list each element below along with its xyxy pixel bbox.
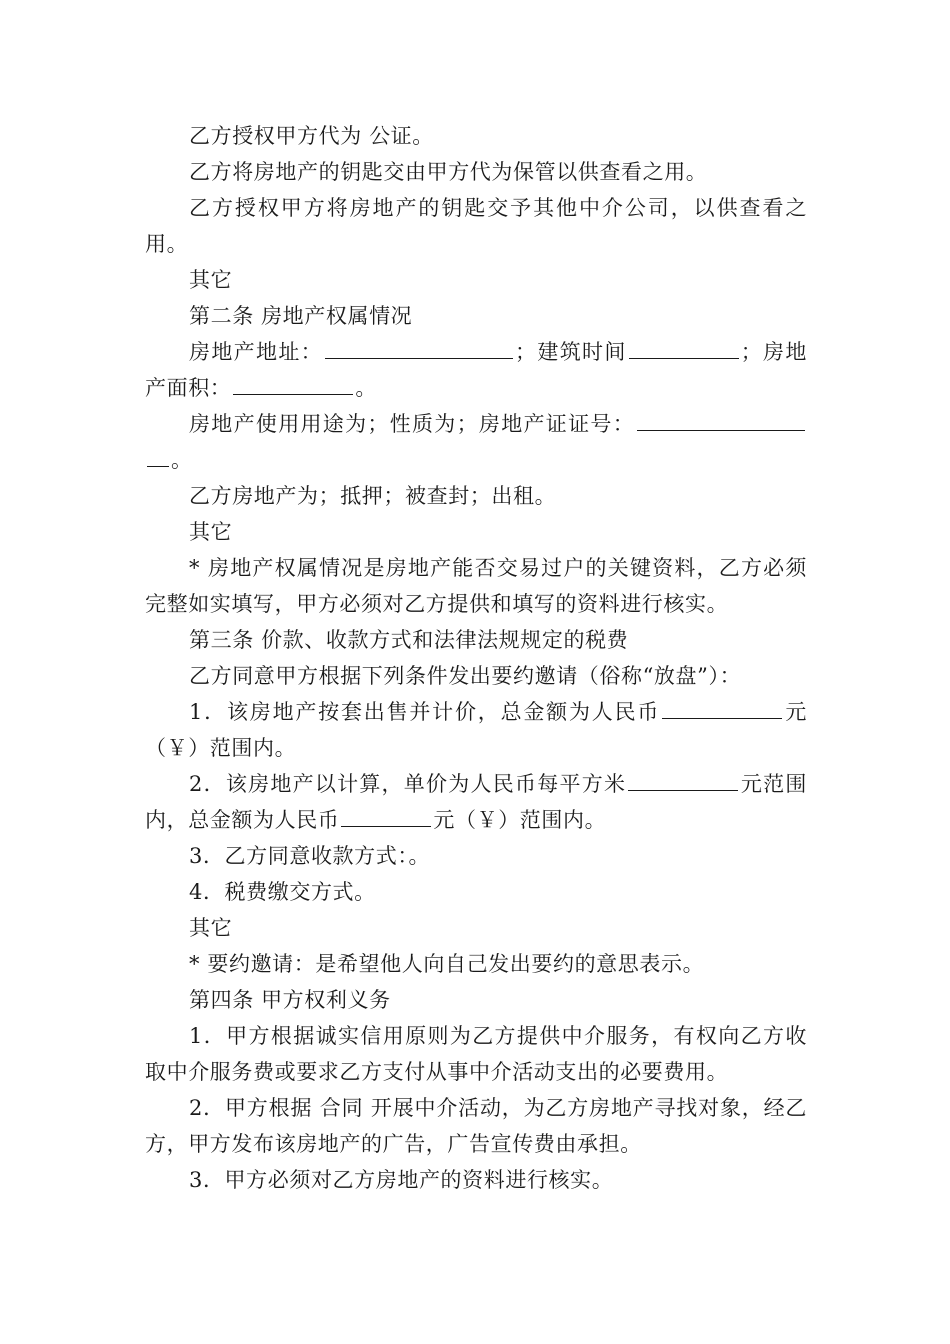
text: 房地产地址： xyxy=(189,340,324,364)
fill-blank-total-amount-2[interactable] xyxy=(341,804,431,827)
section-heading: 第四条 甲方权利义务 xyxy=(189,988,391,1012)
paragraph: 1．甲方根据诚实信用原则为乙方提供中介服务，有权向乙方收取中介服务费或要求乙方支付从事中介活动支出的必要费用。 xyxy=(145,1024,807,1084)
text: 。 xyxy=(171,448,193,472)
fill-blank-total-amount[interactable] xyxy=(662,696,782,719)
paragraph: 3．乙方同意收款方式：。 xyxy=(189,844,431,868)
fill-blank-address[interactable] xyxy=(325,336,513,359)
section-heading: 第三条 价款、收款方式和法律法规规定的税费 xyxy=(189,628,629,652)
paragraph: 乙方同意甲方根据下列条件发出要约邀请（俗称“放盘”）： xyxy=(189,664,742,688)
paragraph: 其它 xyxy=(189,268,233,292)
note-paragraph: * 要约邀请：是希望他人向自己发出要约的意思表示。 xyxy=(189,952,705,976)
paragraph-unit-price xyxy=(145,766,807,838)
note-paragraph: * 房地产权属情况是房地产能否交易过户的关键资料，乙方必须完整如实填写，甲方必须对乙方提供和填写的资料进行核实。 xyxy=(145,556,807,616)
paragraph: 乙方将房地产的钥匙交由甲方代为保管以供查看之用。 xyxy=(189,160,708,184)
paragraph: 乙方房地产为；抵押；被查封；出租。 xyxy=(189,484,557,508)
fill-blank-certificate[interactable] xyxy=(637,408,805,431)
paragraph: 乙方授权甲方将房地产的钥匙交予其他中介公司，以供查看之用。 xyxy=(145,196,807,256)
text: ；建筑时间 xyxy=(515,340,627,364)
text: 房地产使用用途为；性质为；房地产证证号： xyxy=(189,412,635,436)
text: 1．该房地产按套出售并计价，总金额为人民币 xyxy=(189,700,661,724)
paragraph: 2．甲方根据 合同 开展中介活动，为乙方房地产寻找对象，经乙方，甲方发布该房地产的广告，广告宣传费由承担。 xyxy=(145,1096,807,1156)
section-heading: 第二条 房地产权属情况 xyxy=(189,304,413,328)
paragraph-total-price xyxy=(145,694,807,766)
fill-blank-certificate-cont[interactable] xyxy=(147,444,169,467)
text: 元（￥）范围内。 xyxy=(145,700,807,760)
fill-blank-build-time[interactable] xyxy=(629,336,739,359)
paragraph: 其它 xyxy=(189,520,233,544)
document-body xyxy=(145,118,807,1198)
text: 2．该房地产以计算，单价为人民币每平方米 xyxy=(189,772,627,796)
fill-blank-unit-price[interactable] xyxy=(628,768,738,791)
text: 元（￥）范围内。 xyxy=(433,808,607,832)
paragraph: 3．甲方必须对乙方房地产的资料进行核实。 xyxy=(189,1168,614,1192)
paragraph-address xyxy=(145,334,807,406)
paragraph: 其它 xyxy=(189,916,233,940)
text: 元范围内，总金额为人民币 xyxy=(145,772,807,832)
paragraph: 4．税费缴交方式。 xyxy=(189,880,376,904)
paragraph: 乙方授权甲方代为 公证。 xyxy=(189,124,434,148)
paragraph-usage xyxy=(145,406,807,478)
fill-blank-area[interactable] xyxy=(233,372,353,395)
text: ；房地产面积： xyxy=(145,340,807,400)
text: 。 xyxy=(355,376,378,400)
